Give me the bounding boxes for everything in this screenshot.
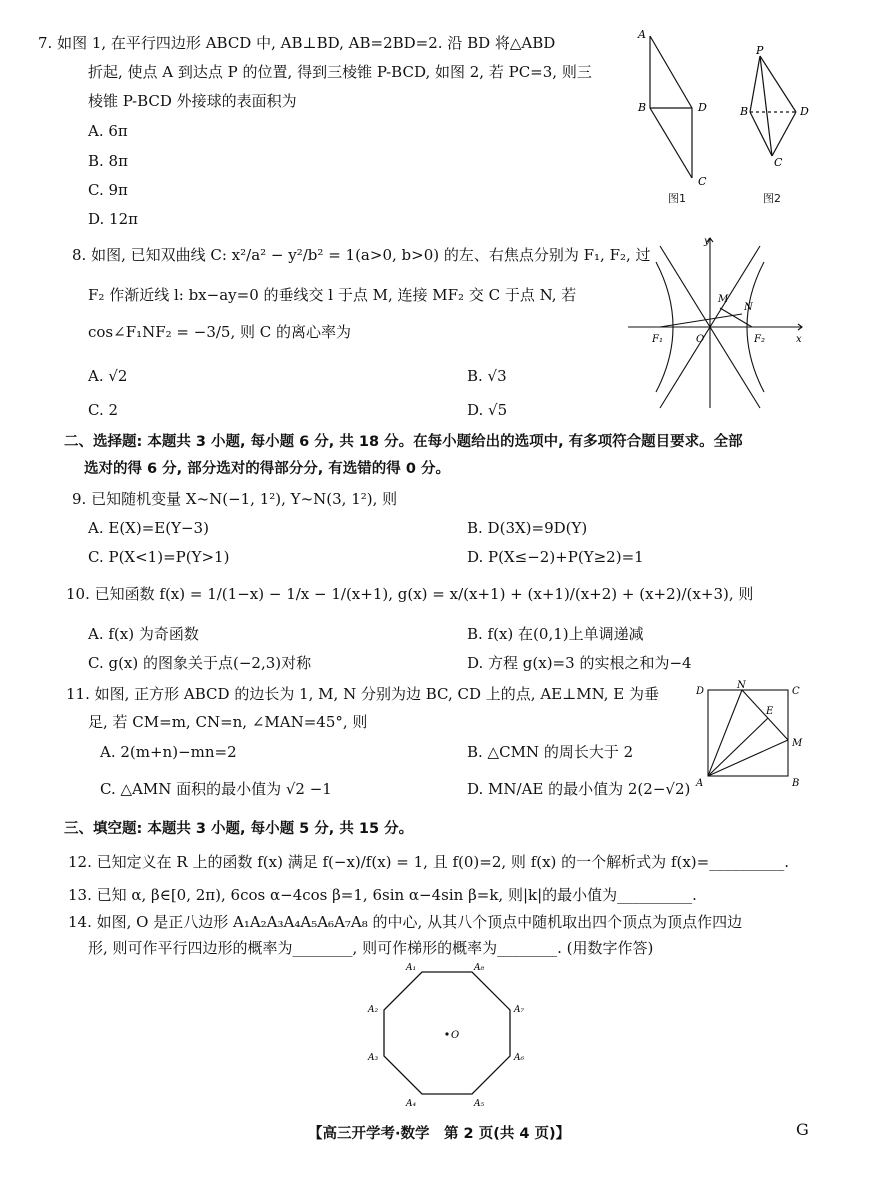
q11-label-d: D xyxy=(696,686,705,697)
q11-label-a: A xyxy=(696,778,704,789)
q8-label-o: O xyxy=(696,334,705,345)
q7-figure2 xyxy=(750,56,796,156)
q7-fig2-label-p: P xyxy=(756,44,764,57)
q7-fig1-label-d: D xyxy=(698,101,707,114)
q8-stem-line3: cos∠F₁NF₂ = −3/5, 则 C 的离心率为 xyxy=(88,323,352,341)
q8-option-d: D. √5 xyxy=(467,401,508,419)
q14-line1: 14. 如图, O 是正八边形 A₁A₂A₃A₄A₅A₆A₇A₈ 的中心, 从其八个顶点中随机取出四个顶点为顶点作四边 xyxy=(68,913,743,931)
q7-figure1 xyxy=(650,36,692,178)
q11-option-b: B. △CMN 的周长大于 2 xyxy=(467,743,634,761)
q7-fig1-label-a: A xyxy=(638,28,646,41)
q7-option-c: C. 9π xyxy=(88,181,128,199)
q7-stem-line1: 7. 如图 1, 在平行四边形 ABCD 中, AB⊥BD, AB=2BD=2. 沿 BD 将△ABD xyxy=(38,34,556,52)
q9-stem: 9. 已知随机变量 X~N(−1, 1²), Y~N(3, 1²), 则 xyxy=(72,490,398,508)
q7-fig2-caption: 图2 xyxy=(763,192,781,205)
q14-label-a4: A₄ xyxy=(406,1099,417,1108)
q8-stem-line1: 8. 如图, 已知双曲线 C: x²/a² − y²/b² = 1(a>0, b>0) 的左、右焦点分别为 F₁, F₂, 过 xyxy=(72,246,651,264)
q11-stem-line2: 足, 若 CM=m, CN=n, ∠MAN=45°, 则 xyxy=(88,713,368,731)
q11-stem-line1: 11. 如图, 正方形 ABCD 的边长为 1, M, N 分别为边 BC, CD 上的点, AE⊥MN, E 为垂 xyxy=(66,685,659,703)
q8-label-m: M xyxy=(718,294,729,305)
page-footer: 【高三开学考·数学 第 2 页(共 4 页)】 xyxy=(308,1126,571,1142)
q9-option-c: C. P(X<1)=P(Y>1) xyxy=(88,548,230,566)
q14-label-a2: A₂ xyxy=(368,1005,379,1015)
q7-fig2-label-c: C xyxy=(774,156,783,169)
q14-octagon-figure xyxy=(362,958,532,1108)
q13-text: 13. 已知 α, β∈[0, 2π), 6cos α−4cos β=1, 6sin α−4sin β=k, 则|k|的最小值为__________. xyxy=(68,886,697,904)
q8-label-f1: F₁ xyxy=(652,334,663,345)
q8-label-f2: F₂ xyxy=(754,334,765,345)
q10-option-d: D. 方程 g(x)=3 的实根之和为−4 xyxy=(467,654,692,672)
q14-label-a5: A₅ xyxy=(474,1099,485,1108)
q11-label-e: E xyxy=(766,706,774,717)
q10-stem: 10. 已知函数 f(x) = 1/(1−x) − 1/x − 1/(x+1), g(x) = x/(x+1) + (x+1)/(x+2) + (x+2)/(x+3), 则 xyxy=(66,585,754,603)
q10-option-c: C. g(x) 的图象关于点(−2,3)对称 xyxy=(88,654,312,672)
q7-option-d: D. 12π xyxy=(88,210,138,228)
q9-option-a: A. E(X)=E(Y−3) xyxy=(88,519,209,537)
q14-label-a8: A₈ xyxy=(474,963,485,973)
q8-option-c: C. 2 xyxy=(88,401,119,419)
q10-option-a: A. f(x) 为奇函数 xyxy=(88,625,199,643)
q11-option-c: C. △AMN 面积的最小值为 √2 −1 xyxy=(100,780,332,798)
q8-hyperbola-figure xyxy=(624,232,814,412)
q11-label-c: C xyxy=(792,686,800,697)
q8-stem-line2: F₂ 作渐近线 l: bx−ay=0 的垂线交 l 于点 M, 连接 MF₂ 交 C 于点 N, 若 xyxy=(88,286,577,304)
q14-line2: 形, 则可作平行四边形的概率为________, 则可作梯形的概率为________. (用数字作答) xyxy=(88,939,654,957)
q8-label-n: N xyxy=(744,302,753,313)
q14-label-o: O xyxy=(451,1030,460,1041)
section3-heading: 三、填空题: 本题共 3 小题, 每小题 5 分, 共 15 分。 xyxy=(64,821,414,837)
q7-fig2-label-b: B xyxy=(740,105,749,118)
q12-text: 12. 已知定义在 R 上的函数 f(x) 满足 f(−x)/f(x) = 1, 且 f(0)=2, 则 f(x) 的一个解析式为 f(x)=__________. xyxy=(68,853,789,871)
q11-label-m: M xyxy=(792,738,803,749)
q14-label-a3: A₃ xyxy=(368,1053,379,1063)
q11-option-a: A. 2(m+n)−mn=2 xyxy=(100,743,237,761)
paper-code: G xyxy=(796,1120,809,1139)
q7-stem-line2: 折起, 使点 A 到达点 P 的位置, 得到三棱锥 P-BCD, 如图 2, 若 PC=3, 则三 xyxy=(88,63,592,81)
q7-fig1-label-b: B xyxy=(638,101,647,114)
q8-option-b: B. √3 xyxy=(467,367,507,385)
q11-square-figure xyxy=(692,680,812,792)
q9-option-b: B. D(3X)=9D(Y) xyxy=(467,519,588,537)
q11-label-n: N xyxy=(737,680,746,691)
q14-label-a6: A₆ xyxy=(514,1053,525,1063)
q14-label-a7: A₇ xyxy=(514,1005,525,1015)
q7-fig2-label-d: D xyxy=(800,105,809,118)
q7-option-a: A. 6π xyxy=(88,122,128,140)
q7-fig1-caption: 图1 xyxy=(668,192,686,205)
section2-heading-line1: 二、选择题: 本题共 3 小题, 每小题 6 分, 共 18 分。在每小题给出的选项中, 有多项符合题目要求。全部 xyxy=(64,434,743,450)
q11-option-d: D. MN/AE 的最小值为 2(2−√2) xyxy=(467,780,691,798)
q7-figures xyxy=(630,28,830,208)
section2-heading-line2: 选对的得 6 分, 部分选对的得部分分, 有选错的得 0 分。 xyxy=(84,461,450,477)
q7-stem-line3: 棱锥 P-BCD 外接球的表面积为 xyxy=(88,92,297,110)
q7-option-b: B. 8π xyxy=(88,152,128,170)
q10-option-b: B. f(x) 在(0,1)上单调递减 xyxy=(467,625,644,643)
q14-label-a1: A₁ xyxy=(406,963,417,973)
q11-label-b: B xyxy=(792,778,800,789)
q8-option-a: A. √2 xyxy=(88,367,128,385)
q7-fig1-label-c: C xyxy=(698,175,707,188)
q8-label-y: y xyxy=(704,236,710,247)
q9-option-d: D. P(X≤−2)+P(Y≥2)=1 xyxy=(467,548,644,566)
q8-label-x: x xyxy=(796,334,802,345)
